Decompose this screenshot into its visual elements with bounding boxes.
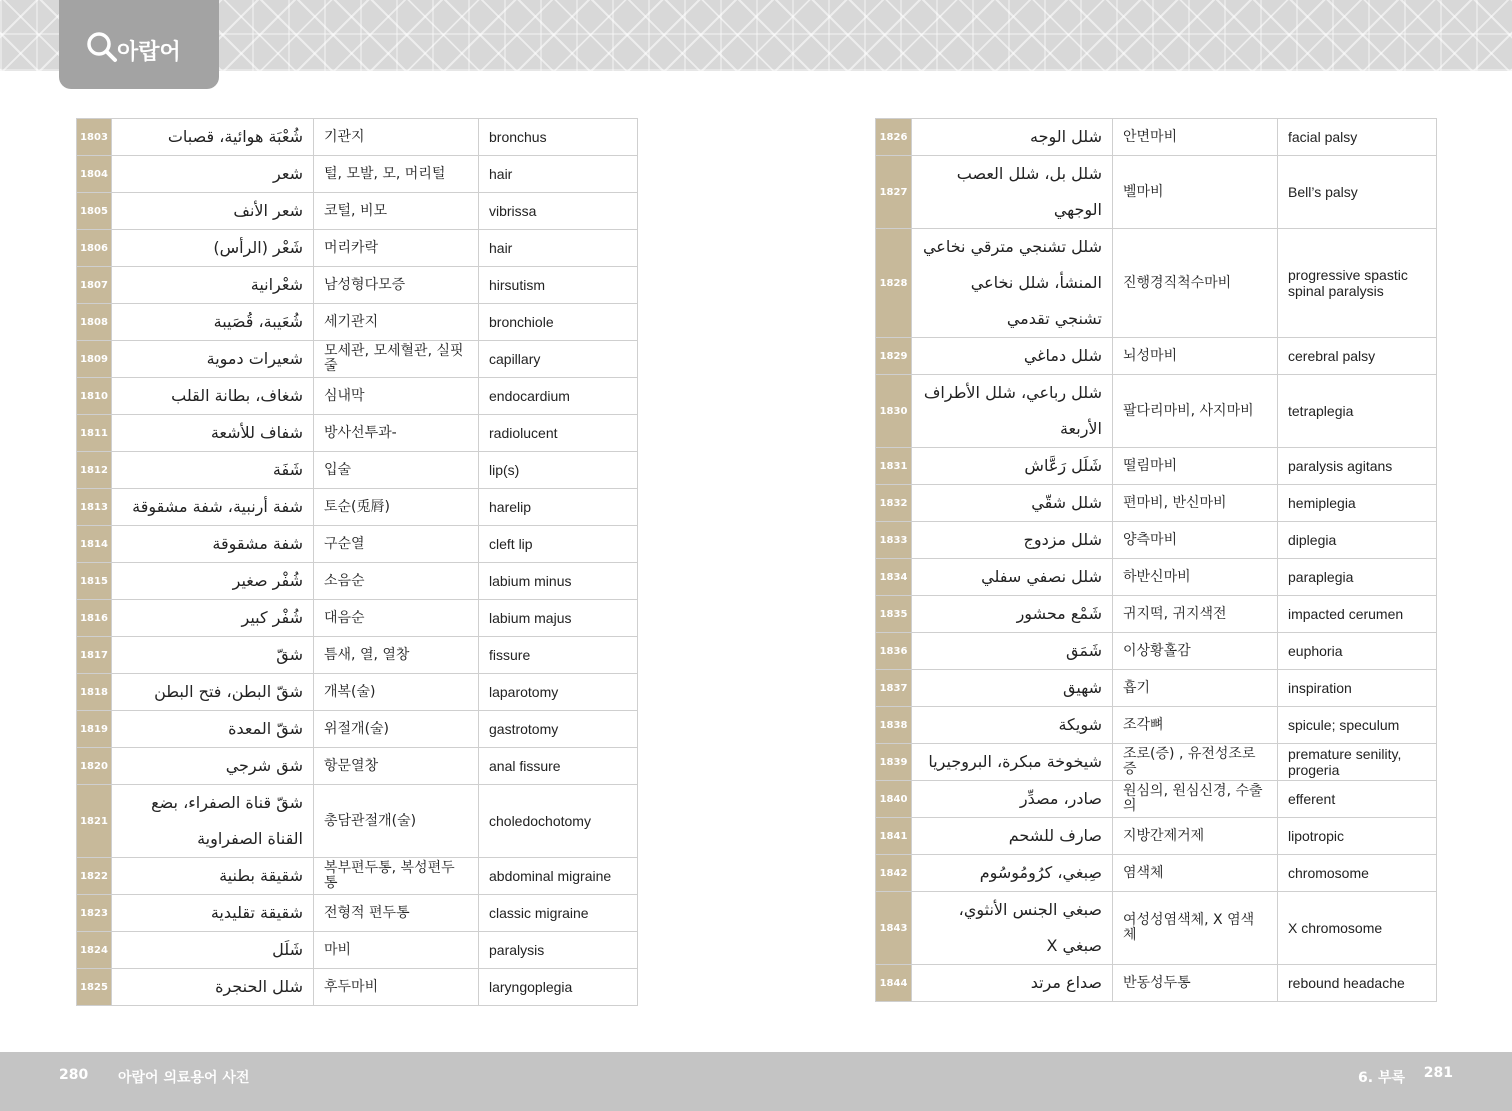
arabic-term: شقّ قناة الصفراء، بضع القناة الصفراوية bbox=[112, 785, 314, 858]
table-row bbox=[876, 818, 1437, 855]
arabic-term: شقيقة تقليدية bbox=[112, 895, 314, 932]
arabic-term: شفة أرنبية، شفة مشقوقة bbox=[112, 489, 314, 526]
entry-number: 1834 bbox=[876, 559, 912, 596]
arabic-term: شَعْر (الرأس) bbox=[112, 230, 314, 267]
english-term: premature senility, progeria bbox=[1278, 744, 1437, 781]
book-title: 아랍어 의료용어 사전 bbox=[118, 1070, 250, 1086]
english-term: labium minus bbox=[479, 563, 638, 600]
korean-term: 팔다리마비, 사지마비 bbox=[1113, 375, 1278, 448]
entry-number: 1835 bbox=[876, 596, 912, 633]
entry-number: 1821 bbox=[77, 785, 112, 858]
arabic-term: شلل شقّي bbox=[912, 485, 1113, 522]
entry-number: 1811 bbox=[77, 415, 112, 452]
english-term: harelip bbox=[479, 489, 638, 526]
arabic-term: شلل بل، شلل العصب الوجهي bbox=[912, 156, 1113, 229]
entry-number: 1823 bbox=[77, 895, 112, 932]
english-term: hair bbox=[479, 156, 638, 193]
arabic-term: شلل الوجه bbox=[912, 119, 1113, 156]
english-term: endocardium bbox=[479, 378, 638, 415]
entry-number: 1830 bbox=[876, 375, 912, 448]
entry-number: 1804 bbox=[77, 156, 112, 193]
arabic-term: شقّ bbox=[112, 637, 314, 674]
table-row bbox=[876, 338, 1437, 375]
entry-number: 1813 bbox=[77, 489, 112, 526]
table-row bbox=[876, 892, 1437, 965]
korean-term: 복부편두통, 복성편두통 bbox=[314, 858, 479, 895]
english-term: tetraplegia bbox=[1278, 375, 1437, 448]
korean-term: 항문열창 bbox=[314, 748, 479, 785]
left-term-table bbox=[76, 118, 638, 1006]
entry-number: 1805 bbox=[77, 193, 112, 230]
korean-term: 흡기 bbox=[1113, 670, 1278, 707]
table-row bbox=[77, 230, 638, 267]
table-row bbox=[77, 341, 638, 378]
entry-number: 1838 bbox=[876, 707, 912, 744]
korean-term: 코털, 비모 bbox=[314, 193, 479, 230]
korean-term: 조로(증) , 유전성조로증 bbox=[1113, 744, 1278, 781]
table-row bbox=[77, 895, 638, 932]
english-term: cleft lip bbox=[479, 526, 638, 563]
table-row bbox=[876, 781, 1437, 818]
arabic-term: شُعَيبة، قُصَيبة bbox=[112, 304, 314, 341]
arabic-term: شعر bbox=[112, 156, 314, 193]
table-row bbox=[77, 932, 638, 969]
korean-term: 안면마비 bbox=[1113, 119, 1278, 156]
table-row bbox=[876, 596, 1437, 633]
entry-number: 1831 bbox=[876, 448, 912, 485]
table-row bbox=[77, 267, 638, 304]
page-footer bbox=[0, 1052, 1512, 1111]
table-row bbox=[77, 193, 638, 230]
arabic-term: شهيق bbox=[912, 670, 1113, 707]
entry-number: 1842 bbox=[876, 855, 912, 892]
english-term: chromosome bbox=[1278, 855, 1437, 892]
entry-number: 1818 bbox=[77, 674, 112, 711]
korean-term: 방사선투과- bbox=[314, 415, 479, 452]
english-term: efferent bbox=[1278, 781, 1437, 818]
entry-number: 1810 bbox=[77, 378, 112, 415]
arabic-term: شعيرات دموية bbox=[112, 341, 314, 378]
korean-term: 떨림마비 bbox=[1113, 448, 1278, 485]
english-term: paralysis agitans bbox=[1278, 448, 1437, 485]
table-row bbox=[876, 229, 1437, 338]
korean-term: 기관지 bbox=[314, 119, 479, 156]
arabic-term: شفاف للأشعة bbox=[112, 415, 314, 452]
entry-number: 1820 bbox=[77, 748, 112, 785]
arabic-term: صِبغي، كرُومُوسُوم bbox=[912, 855, 1113, 892]
english-term: laparotomy bbox=[479, 674, 638, 711]
korean-term: 세기관지 bbox=[314, 304, 479, 341]
entry-number: 1806 bbox=[77, 230, 112, 267]
entry-number: 1829 bbox=[876, 338, 912, 375]
english-term: bronchiole bbox=[479, 304, 638, 341]
korean-term: 조각뼈 bbox=[1113, 707, 1278, 744]
table-row bbox=[77, 600, 638, 637]
arabic-term: شلل رباعي، شلل الأطراف الأربعة bbox=[912, 375, 1113, 448]
english-term: lip(s) bbox=[479, 452, 638, 489]
arabic-term: صبغي الجنس الأنثوي، صبغي X bbox=[912, 892, 1113, 965]
entry-number: 1832 bbox=[876, 485, 912, 522]
entry-number: 1840 bbox=[876, 781, 912, 818]
english-term: hair bbox=[479, 230, 638, 267]
korean-term: 개복(술) bbox=[314, 674, 479, 711]
arabic-term: شُفْر صغير bbox=[112, 563, 314, 600]
english-term: radiolucent bbox=[479, 415, 638, 452]
entry-number: 1826 bbox=[876, 119, 912, 156]
arabic-term: شغاف، بطانة القلب bbox=[112, 378, 314, 415]
table-row bbox=[77, 489, 638, 526]
korean-term: 염색체 bbox=[1113, 855, 1278, 892]
arabic-term: شلل الحنجرة bbox=[112, 969, 314, 1006]
english-term: progressive spastic spinal paralysis bbox=[1278, 229, 1437, 338]
table-row bbox=[876, 670, 1437, 707]
english-term: Bell’s palsy bbox=[1278, 156, 1437, 229]
entry-number: 1841 bbox=[876, 818, 912, 855]
korean-term: 반동성두통 bbox=[1113, 965, 1278, 1002]
table-row bbox=[876, 965, 1437, 1002]
table-row bbox=[77, 563, 638, 600]
korean-term: 양측마비 bbox=[1113, 522, 1278, 559]
english-term: hirsutism bbox=[479, 267, 638, 304]
english-term: cerebral palsy bbox=[1278, 338, 1437, 375]
korean-term: 입술 bbox=[314, 452, 479, 489]
table-row bbox=[876, 375, 1437, 448]
table-row bbox=[77, 858, 638, 895]
english-term: inspiration bbox=[1278, 670, 1437, 707]
entry-number: 1812 bbox=[77, 452, 112, 489]
english-term: vibrissa bbox=[479, 193, 638, 230]
english-term: diplegia bbox=[1278, 522, 1437, 559]
arabic-term: صداع مرتد bbox=[912, 965, 1113, 1002]
arabic-term: شَمَق bbox=[912, 633, 1113, 670]
english-term: abdominal migraine bbox=[479, 858, 638, 895]
english-term: gastrotomy bbox=[479, 711, 638, 748]
arabic-term: شق شرجي bbox=[112, 748, 314, 785]
korean-term: 모세관, 모세혈관, 실핏줄 bbox=[314, 341, 479, 378]
english-term: capillary bbox=[479, 341, 638, 378]
table-row bbox=[876, 559, 1437, 596]
table-row bbox=[77, 711, 638, 748]
arabic-term: شعْرانية bbox=[112, 267, 314, 304]
left-page-number: 280 bbox=[59, 1067, 89, 1083]
korean-term: 전형적 편두통 bbox=[314, 895, 479, 932]
arabic-term: شعر الأنف bbox=[112, 193, 314, 230]
korean-term: 이상황홀감 bbox=[1113, 633, 1278, 670]
table-row bbox=[876, 855, 1437, 892]
table-row bbox=[77, 969, 638, 1006]
korean-term: 머리카락 bbox=[314, 230, 479, 267]
arabic-term: شقّ البطن، فتح البطن bbox=[112, 674, 314, 711]
korean-term: 귀지떡, 귀지색전 bbox=[1113, 596, 1278, 633]
table-row bbox=[77, 748, 638, 785]
arabic-term: شويكة bbox=[912, 707, 1113, 744]
english-term: paralysis bbox=[479, 932, 638, 969]
korean-term: 편마비, 반신마비 bbox=[1113, 485, 1278, 522]
table-row bbox=[876, 156, 1437, 229]
table-row bbox=[876, 707, 1437, 744]
korean-term: 남성형다모증 bbox=[314, 267, 479, 304]
table-row bbox=[876, 744, 1437, 781]
table-row bbox=[77, 156, 638, 193]
english-term: fissure bbox=[479, 637, 638, 674]
entry-number: 1807 bbox=[77, 267, 112, 304]
table-row bbox=[77, 526, 638, 563]
table-row bbox=[876, 522, 1437, 559]
table-row bbox=[77, 674, 638, 711]
table-row bbox=[876, 485, 1437, 522]
arabic-term: شلل نصفي سفلي bbox=[912, 559, 1113, 596]
english-term: labium majus bbox=[479, 600, 638, 637]
entry-number: 1815 bbox=[77, 563, 112, 600]
english-term: choledochotomy bbox=[479, 785, 638, 858]
arabic-term: شقّ المعدة bbox=[112, 711, 314, 748]
arabic-term: شلل تشنجي مترقي نخاعي المنشأ، شلل نخاعي تشنجي تقدمي bbox=[912, 229, 1113, 338]
entry-number: 1843 bbox=[876, 892, 912, 965]
entry-number: 1837 bbox=[876, 670, 912, 707]
arabic-term: شُعْبَة هوائية، قصبات bbox=[112, 119, 314, 156]
section-tab-label: 아랍어 bbox=[117, 40, 181, 65]
english-term: impacted cerumen bbox=[1278, 596, 1437, 633]
korean-term: 토순(兎脣) bbox=[314, 489, 479, 526]
english-term: facial palsy bbox=[1278, 119, 1437, 156]
entry-number: 1822 bbox=[77, 858, 112, 895]
table-row bbox=[77, 378, 638, 415]
table-row bbox=[876, 633, 1437, 670]
arabic-term: صادر، مصدِّر bbox=[912, 781, 1113, 818]
table-row bbox=[77, 785, 638, 858]
right-page-number: 281 bbox=[1423, 1065, 1453, 1081]
korean-term: 벨마비 bbox=[1113, 156, 1278, 229]
table-row bbox=[77, 637, 638, 674]
arabic-term: شَفَة bbox=[112, 452, 314, 489]
korean-term: 원심의, 원심신경, 수출의 bbox=[1113, 781, 1278, 818]
arabic-term: شَمْع محشور bbox=[912, 596, 1113, 633]
arabic-term: شَلَل bbox=[112, 932, 314, 969]
right-term-table bbox=[875, 118, 1437, 1002]
entry-number: 1809 bbox=[77, 341, 112, 378]
entry-number: 1814 bbox=[77, 526, 112, 563]
table-row bbox=[77, 304, 638, 341]
entry-number: 1844 bbox=[876, 965, 912, 1002]
entry-number: 1824 bbox=[77, 932, 112, 969]
entry-number: 1836 bbox=[876, 633, 912, 670]
english-term: X chromosome bbox=[1278, 892, 1437, 965]
table-row bbox=[876, 448, 1437, 485]
korean-term: 소음순 bbox=[314, 563, 479, 600]
arabic-term: شقيقة بطنية bbox=[112, 858, 314, 895]
table-row bbox=[77, 452, 638, 489]
english-term: anal fissure bbox=[479, 748, 638, 785]
entry-number: 1827 bbox=[876, 156, 912, 229]
arabic-term: شلل مزدوج bbox=[912, 522, 1113, 559]
english-term: classic migraine bbox=[479, 895, 638, 932]
header-pattern bbox=[0, 0, 1512, 71]
korean-term: 진행경직척수마비 bbox=[1113, 229, 1278, 338]
entry-number: 1819 bbox=[77, 711, 112, 748]
entry-number: 1833 bbox=[876, 522, 912, 559]
english-term: rebound headache bbox=[1278, 965, 1437, 1002]
korean-term: 여성성염색체, X 염색체 bbox=[1113, 892, 1278, 965]
entry-number: 1828 bbox=[876, 229, 912, 338]
arabic-term: شلل دماغي bbox=[912, 338, 1113, 375]
entry-number: 1803 bbox=[77, 119, 112, 156]
arabic-term: شُفْر كبير bbox=[112, 600, 314, 637]
english-term: lipotropic bbox=[1278, 818, 1437, 855]
korean-term: 총담관절개(술) bbox=[314, 785, 479, 858]
korean-term: 하반신마비 bbox=[1113, 559, 1278, 596]
korean-term: 후두마비 bbox=[314, 969, 479, 1006]
arabic-term: شيخوخة مبكرة، البروجيريا bbox=[912, 744, 1113, 781]
table-row bbox=[77, 415, 638, 452]
table-row bbox=[77, 119, 638, 156]
korean-term: 대음순 bbox=[314, 600, 479, 637]
korean-term: 마비 bbox=[314, 932, 479, 969]
entry-number: 1825 bbox=[77, 969, 112, 1006]
section-title: 6. 부록 bbox=[1358, 1070, 1405, 1086]
english-term: hemiplegia bbox=[1278, 485, 1437, 522]
entry-number: 1808 bbox=[77, 304, 112, 341]
korean-term: 심내막 bbox=[314, 378, 479, 415]
korean-term: 뇌성마비 bbox=[1113, 338, 1278, 375]
entry-number: 1817 bbox=[77, 637, 112, 674]
korean-term: 지방간제거제 bbox=[1113, 818, 1278, 855]
arabic-term: شَلَل رَعَّاش bbox=[912, 448, 1113, 485]
entry-number: 1816 bbox=[77, 600, 112, 637]
korean-term: 털, 모발, 모, 머리털 bbox=[314, 156, 479, 193]
search-icon bbox=[85, 30, 119, 64]
english-term: bronchus bbox=[479, 119, 638, 156]
english-term: paraplegia bbox=[1278, 559, 1437, 596]
entry-number: 1839 bbox=[876, 744, 912, 781]
korean-term: 구순열 bbox=[314, 526, 479, 563]
english-term: spicule; speculum bbox=[1278, 707, 1437, 744]
arabic-term: صارف للشحم bbox=[912, 818, 1113, 855]
arabic-term: شفة مشقوقة bbox=[112, 526, 314, 563]
korean-term: 틈새, 열, 열창 bbox=[314, 637, 479, 674]
table-row bbox=[876, 119, 1437, 156]
korean-term: 위절개(술) bbox=[314, 711, 479, 748]
english-term: euphoria bbox=[1278, 633, 1437, 670]
english-term: laryngoplegia bbox=[479, 969, 638, 1006]
section-tab bbox=[59, 0, 219, 89]
